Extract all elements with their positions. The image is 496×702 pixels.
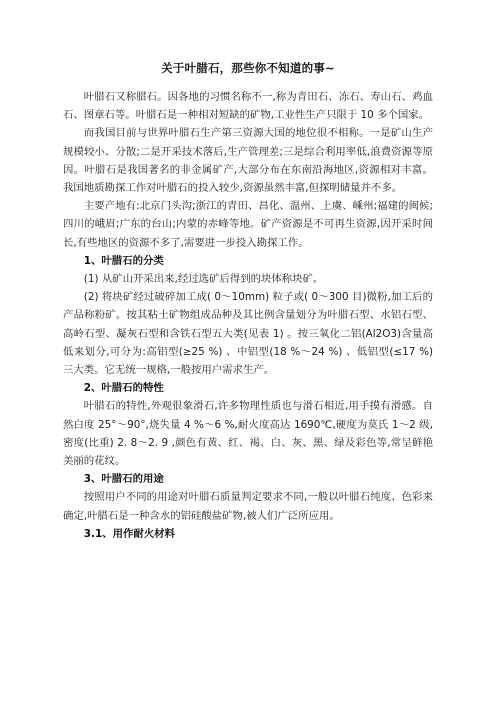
paragraph-origins: 主要产地有:北京门头沟;浙江的青田、昌化、温州、上虞、嵊州;福建的闽候;四川的峨眉;广东的台山;内蒙的赤峰等地。矿产资源是不可再生资源,因开采时间长,有些地区的资源不多了,需要进一步投入勘探工作。: [63, 200, 433, 249]
paragraph-classification-1: (1) 从矿山开采出来,经过选矿后得到的块体称块矿。: [83, 273, 324, 286]
section-heading-classification: 1、叶腊石的分类: [83, 254, 164, 267]
paragraph-status: 而我国目前与世界叶腊石生产第三资源大国的地位很不相称。一是矿山生产规模较小、分散;二是开采技术落后,生产管理差;三是综合利用率低,浪费资源等原因。叶腊石是我国著名的非金属矿产,大部分布在东南沿海地区,资源相对丰富。我国地质勘探工作对叶腊石的投入较少,资源虽然丰富,但探明储量并不多。: [63, 127, 433, 195]
paragraph-classification-2: (2) 将块矿经过破碎加工成( 0～10mm) 粒子或( 0～300 目)微粉,加工后的产品称粉矿。按其粘土矿物组成品种及其比例含量划分为叶腊石型、水铝石型、高岭石型、凝灰石型和含铁石型五大类(见表 1) 。按三氧化二铝(Al2O3)含量高低来划分,可分为:高铝型(≥25 %) 、中铝型(18 %～24 %) 、低铝型(≤17 %) 三大类。它无统一规格,一般按用户需求生产。: [63, 291, 433, 377]
paragraph-intro: 叶腊石又称腊石。因各地的习惯名称不一,称为青田石、冻石、寿山石、鸡血石、图章石等。叶腊石是一种相对短缺的矿物,工业性生产只限于 10 多个国家。: [63, 91, 433, 122]
document-title: 关于叶腊石，那些你不知道的事~: [161, 61, 335, 75]
subsection-heading-refractory: 3.1、用作耐火材料: [83, 527, 175, 540]
paragraph-uses: 按照用户不同的用途对叶腊石质量判定要求不同,一般以叶腊石纯度、色彩来确定,叶腊石是一种含水的铝硅酸盐矿物,被人们广泛所应用。: [63, 491, 433, 522]
section-heading-uses: 3、叶腊石的用途: [83, 473, 164, 486]
section-heading-properties: 2、叶腊石的特性: [83, 382, 164, 395]
paragraph-properties: 叶腊石的特性,外观很象滑石,许多物理性质也与滑石相近,用手摸有滑感。自然白度 25°～90°,烧失量 4 %～6 %,耐火度高达 1690℃,硬度为莫氏 1～2 级,密度(比重) 2. 8～2. 9 ,颜色有黄、红、褐、白、灰、黑、绿及彩色等,常呈鲜艳美丽的花纹。: [63, 400, 433, 468]
